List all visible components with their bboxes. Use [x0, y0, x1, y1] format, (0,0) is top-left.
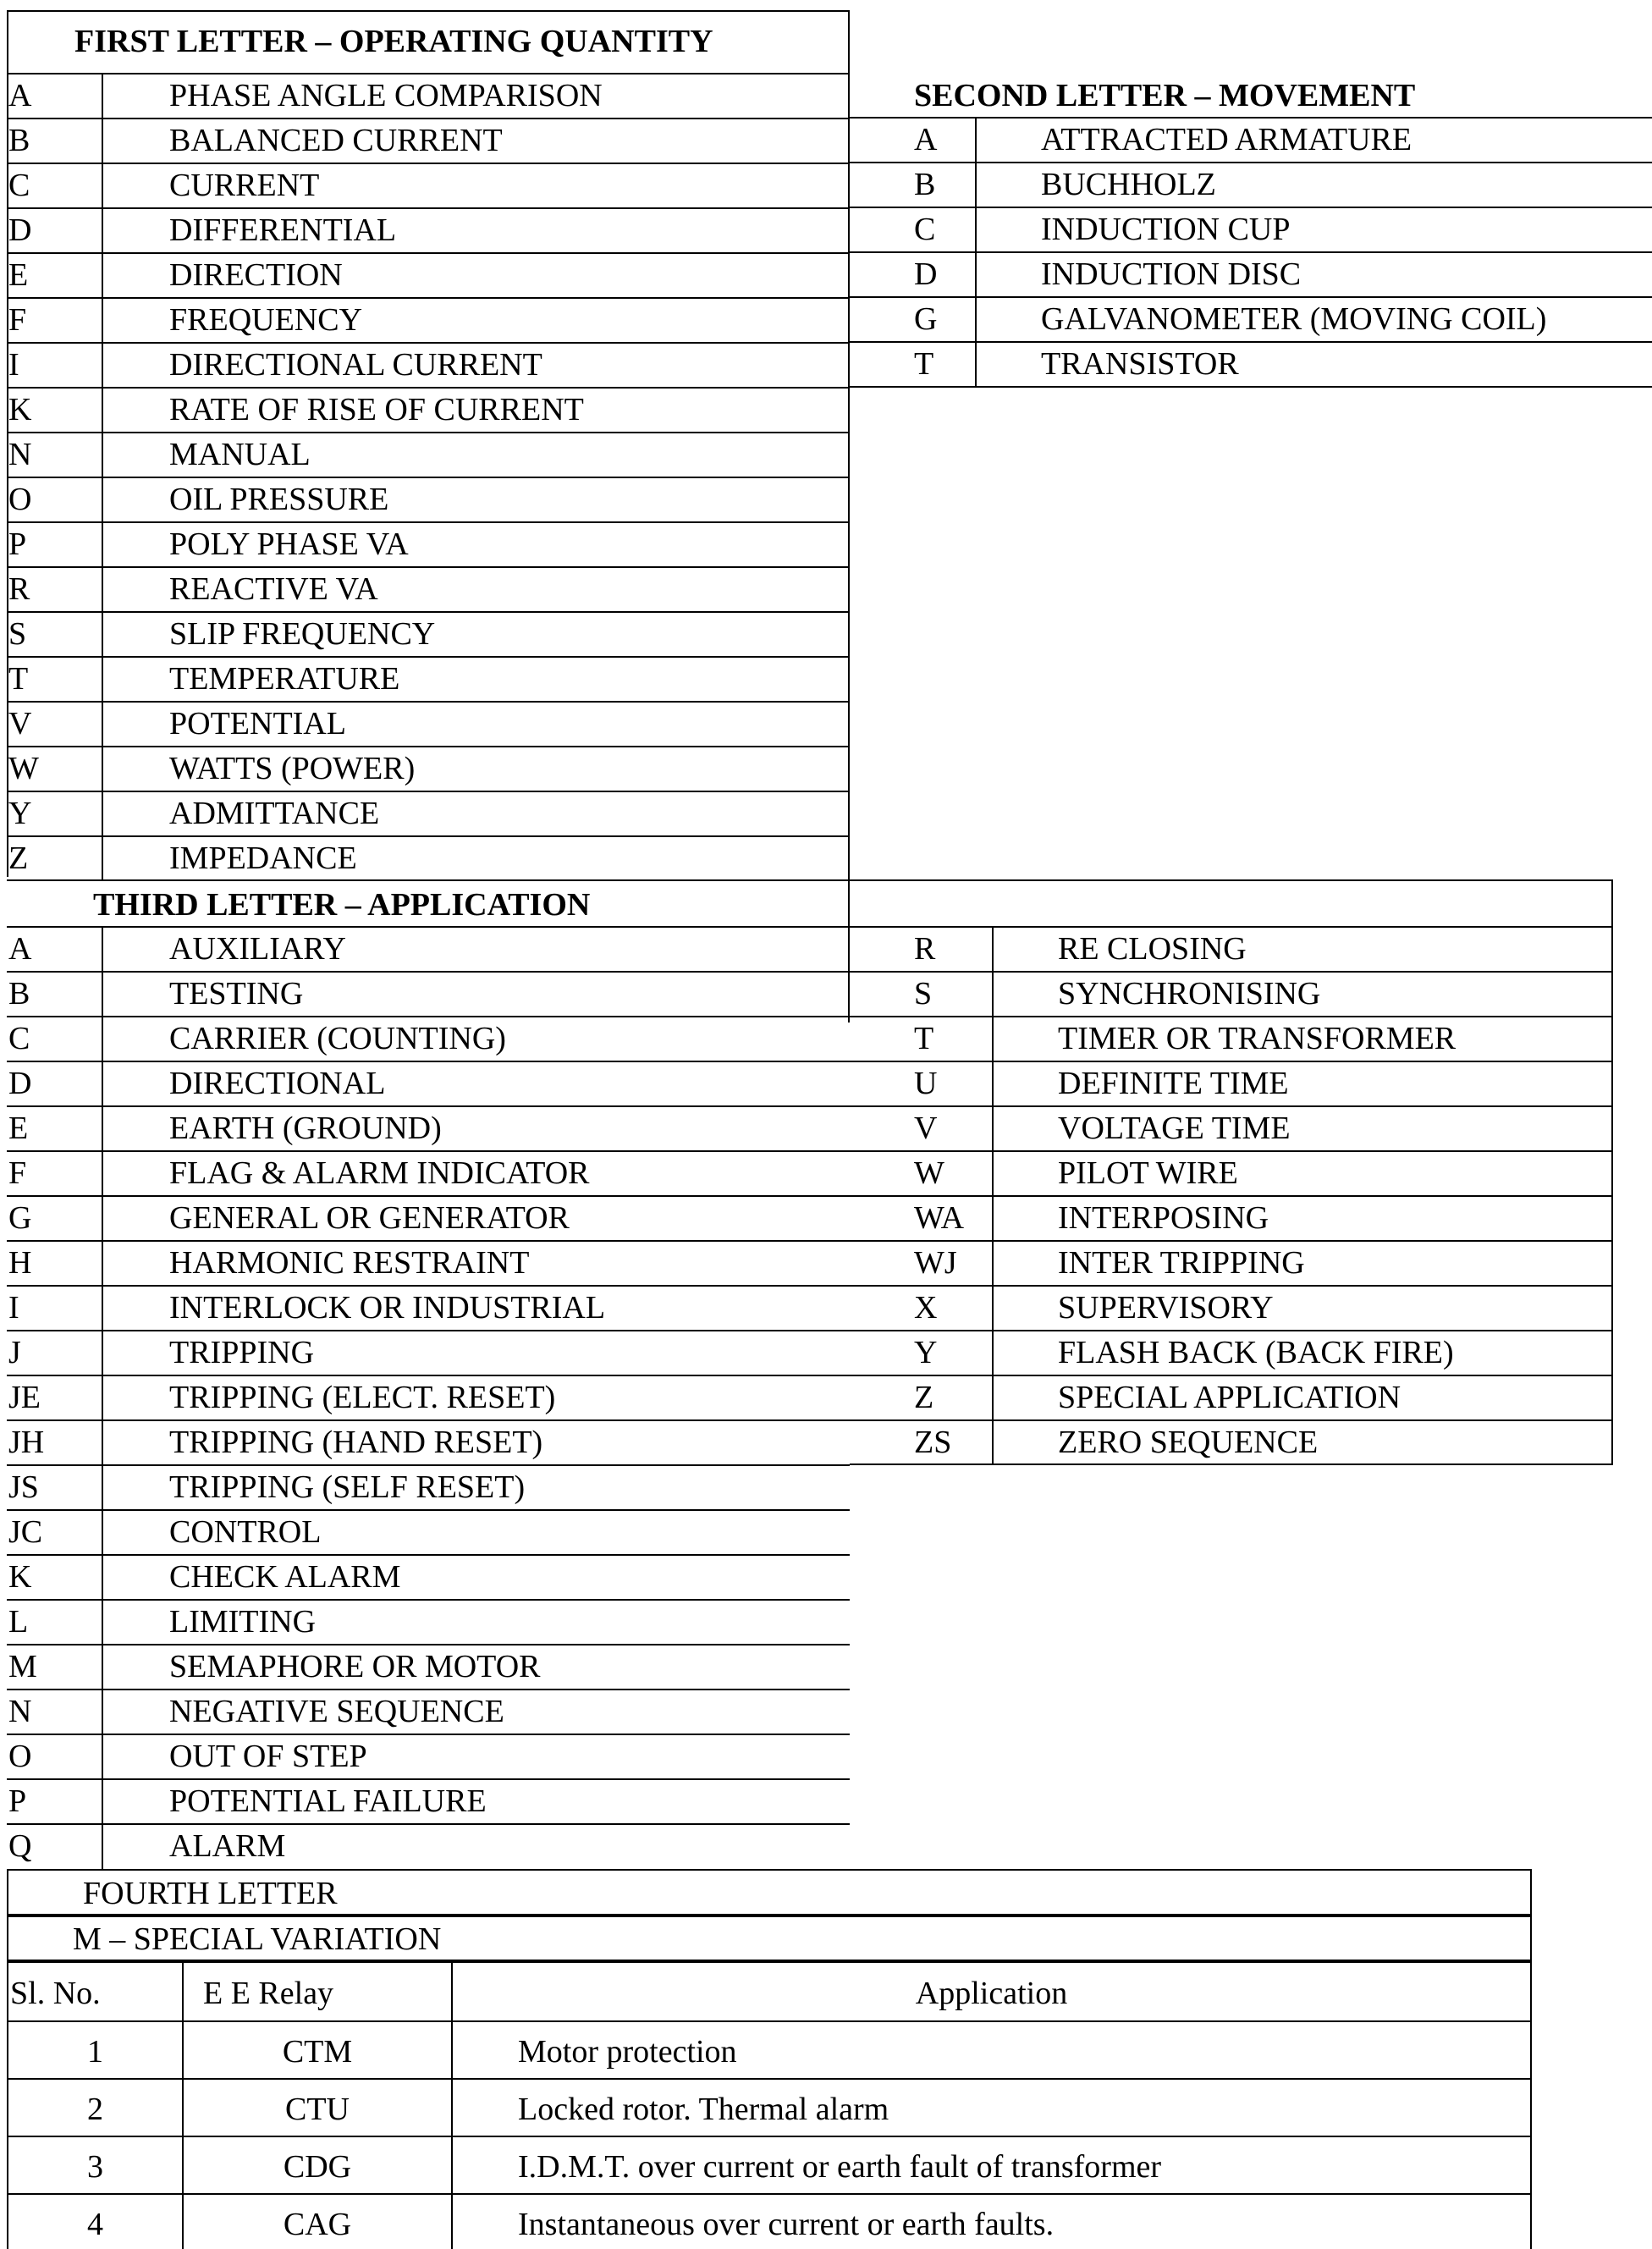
- third-left-label-cell: NEGATIVE SEQUENCE: [169, 1694, 504, 1729]
- third-right-code-cell: U: [914, 1066, 938, 1101]
- third-left-label-cell: TRIPPING (SELF RESET): [169, 1469, 526, 1505]
- fourth-row-line: [7, 2078, 1532, 2080]
- first-label-cell: PHASE ANGLE COMPARISON: [169, 78, 603, 113]
- first-label-cell: DIRECTIONAL CURRENT: [169, 347, 542, 383]
- third-right-code-cell: Y: [914, 1335, 938, 1370]
- third-left-code-cell: L: [8, 1604, 29, 1640]
- third-left-label-cell: TRIPPING (ELECT. RESET): [169, 1380, 556, 1415]
- third-left-code-cell: JS: [8, 1469, 39, 1505]
- third-left-row-line: [7, 1419, 850, 1421]
- first-row-line: [7, 701, 850, 703]
- first-code-cell: V: [8, 706, 32, 741]
- third-right-row-line: [850, 1375, 1611, 1376]
- third-left-label-cell: EARTH (GROUND): [169, 1111, 442, 1146]
- third-right-row-line: [850, 1150, 1611, 1152]
- third-left-code-cell: D: [8, 1066, 32, 1101]
- third-left-row-line: [7, 1464, 850, 1466]
- third-left-label-cell: ALARM: [169, 1828, 286, 1864]
- first-title-bottom: [7, 73, 850, 74]
- first-code-cell: O: [8, 482, 32, 517]
- first-row-line: [7, 521, 850, 523]
- first-code-cell: S: [8, 616, 27, 652]
- fourth-title-bottom: [7, 1914, 1532, 1917]
- first-code-cell: I: [8, 347, 19, 383]
- third-left-label-cell: AUXILIARY: [169, 931, 346, 967]
- third-right-label-cell: ZERO SEQUENCE: [1058, 1425, 1319, 1460]
- first-code-cell: E: [8, 257, 29, 293]
- first-label-cell: DIFFERENTIAL: [169, 212, 397, 248]
- third-right-row-line: [850, 1061, 1611, 1062]
- third-top-border: [7, 879, 1613, 881]
- sl-no-cell: 4: [87, 2207, 103, 2242]
- first-row-line: [7, 252, 850, 254]
- first-code-cell: A: [8, 78, 32, 113]
- first-code-cell: D: [8, 212, 32, 248]
- first-label-cell: OIL PRESSURE: [169, 482, 389, 517]
- second-label-cell: TRANSISTOR: [1041, 346, 1239, 382]
- third-right-label-cell: VOLTAGE TIME: [1058, 1111, 1291, 1146]
- third-left-code-cell: E: [8, 1111, 29, 1146]
- third-left-row-line: [7, 1285, 850, 1287]
- second-row-line: [850, 207, 1652, 208]
- application-header: Application: [915, 1976, 1068, 2011]
- third-right-row-line: [850, 971, 1611, 973]
- third-left-label-cell: CHECK ALARM: [169, 1559, 401, 1595]
- first-label-cell: CURRENT: [169, 168, 320, 203]
- second-title: SECOND LETTER – MOVEMENT: [914, 78, 1416, 113]
- third-right-label-cell: DEFINITE TIME: [1058, 1066, 1289, 1101]
- third-right-label-cell: SYNCHRONISING: [1058, 976, 1321, 1011]
- third-right-code-cell: WA: [914, 1200, 965, 1236]
- first-label-cell: REACTIVE VA: [169, 571, 378, 607]
- third-right-code-cell: W: [914, 1155, 944, 1191]
- third-right-code-cell: V: [914, 1111, 938, 1146]
- second-code-cell: T: [914, 346, 934, 382]
- third-right-bottom: [850, 1464, 1611, 1465]
- third-left-row-line: [7, 1240, 850, 1242]
- second-code-cell: G: [914, 301, 938, 337]
- third-left-row-line: [7, 1734, 850, 1735]
- third-right-border: [1611, 879, 1613, 1465]
- third-left-code-cell: O: [8, 1739, 32, 1774]
- relay-cell: CDG: [283, 2149, 352, 2185]
- second-code-cell: B: [914, 167, 936, 202]
- first-label-cell: RATE OF RISE OF CURRENT: [169, 392, 584, 427]
- third-left-code-cell: N: [8, 1694, 32, 1729]
- third-left-label-cell: CARRIER (COUNTING): [169, 1021, 506, 1056]
- second-code-cell: D: [914, 256, 938, 292]
- third-right-label-cell: PILOT WIRE: [1058, 1155, 1238, 1191]
- second-code-cell: C: [914, 212, 936, 247]
- third-right-code-cell: Z: [914, 1380, 934, 1415]
- first-code-cell: C: [8, 168, 30, 203]
- first-code-cell: Y: [8, 796, 32, 831]
- third-left-code-cell: I: [8, 1290, 19, 1326]
- third-left-code-cell: F: [8, 1155, 27, 1191]
- second-bottom-border: [850, 386, 1652, 388]
- first-label-cell: BALANCED CURRENT: [169, 123, 503, 158]
- first-row-line: [7, 656, 850, 658]
- fourth-header-bottom: [7, 2020, 1532, 2022]
- second-label-cell: INDUCTION DISC: [1041, 256, 1302, 292]
- third-left-row-line: [7, 1778, 850, 1780]
- first-label-cell: FREQUENCY: [169, 302, 363, 338]
- third-right-label-cell: SPECIAL APPLICATION: [1058, 1380, 1401, 1415]
- relay-cell: CTU: [285, 2092, 350, 2127]
- third-left-label-cell: TRIPPING (HAND RESET): [169, 1425, 543, 1460]
- first-label-cell: SLIP FREQUENCY: [169, 616, 436, 652]
- fourth-subtitle: M – SPECIAL VARIATION: [73, 1921, 442, 1957]
- first-row-line: [7, 835, 850, 837]
- first-code-cell: W: [8, 751, 39, 786]
- third-left-row-line: [7, 1195, 850, 1197]
- third-right-code-cell: S: [914, 976, 933, 1011]
- application-cell: Motor protection: [518, 2034, 737, 2070]
- third-left-code-cell: JE: [8, 1380, 41, 1415]
- first-row-line: [7, 118, 850, 119]
- application-cell: I.D.M.T. over current or earth fault of transformer: [518, 2149, 1162, 2185]
- fourth-title: FOURTH LETTER: [83, 1876, 338, 1911]
- first-code-cell: Z: [8, 841, 29, 876]
- third-left-label-cell: DIRECTIONAL: [169, 1066, 386, 1101]
- fourth-subtitle-bottom: [7, 1960, 1532, 1963]
- third-right-code-cell: ZS: [914, 1425, 952, 1460]
- third-left-row-line: [7, 1554, 850, 1556]
- third-code-divider: [102, 926, 103, 1871]
- second-label-cell: BUCHHOLZ: [1041, 167, 1216, 202]
- second-row-line: [850, 251, 1652, 253]
- first-row-line: [7, 746, 850, 747]
- third-left-row-line: [7, 1105, 850, 1107]
- third-left-label-cell: TRIPPING: [169, 1335, 315, 1370]
- fourth-right-border: [1530, 1869, 1532, 2249]
- third-right-label-cell: SUPERVISORY: [1058, 1290, 1274, 1326]
- first-code-cell: N: [8, 437, 32, 472]
- third-left-row-line: [7, 1061, 850, 1062]
- third-right-code-cell: WJ: [914, 1245, 957, 1281]
- third-right-label-cell: TIMER OR TRANSFORMER: [1058, 1021, 1457, 1056]
- application-cell: Locked rotor. Thermal alarm: [518, 2092, 889, 2127]
- third-right-label-cell: RE CLOSING: [1058, 931, 1247, 967]
- first-row-line: [7, 791, 850, 792]
- third-left-row-line: [7, 1689, 850, 1690]
- second-label-cell: GALVANOMETER (MOVING COIL): [1041, 301, 1547, 337]
- sl-no-cell: 2: [87, 2092, 103, 2127]
- second-label-cell: INDUCTION CUP: [1041, 212, 1291, 247]
- third-left-row-line: [7, 1823, 850, 1825]
- fourth-row-line: [7, 2193, 1532, 2195]
- first-label-cell: WATTS (POWER): [169, 751, 416, 786]
- third-left-code-cell: M: [8, 1649, 37, 1684]
- fourth-top-border: [7, 1869, 1532, 1871]
- third-left-row-line: [7, 1644, 850, 1645]
- third-left-label-cell: LIMITING: [169, 1604, 317, 1640]
- first-label-cell: MANUAL: [169, 437, 311, 472]
- first-label-cell: POLY PHASE VA: [169, 526, 409, 562]
- first-row-line: [7, 432, 850, 433]
- first-code-cell: B: [8, 123, 30, 158]
- first-code-cell: K: [8, 392, 32, 427]
- third-left-code-cell: B: [8, 976, 30, 1011]
- second-label-cell: ATTRACTED ARMATURE: [1041, 122, 1412, 157]
- third-left-label-cell: CONTROL: [169, 1514, 322, 1550]
- second-code-cell: A: [914, 122, 938, 157]
- third-right-code-cell: X: [914, 1290, 938, 1326]
- third-right-code-cell: T: [914, 1021, 934, 1056]
- first-row-line: [7, 207, 850, 209]
- application-cell: Instantaneous over current or earth faults.: [518, 2207, 1055, 2242]
- third-right-row-line: [850, 1285, 1611, 1287]
- third-left-label-cell: OUT OF STEP: [169, 1739, 367, 1774]
- third-left-row-line: [7, 1599, 850, 1601]
- first-row-line: [7, 387, 850, 389]
- third-right-row-line: [850, 1105, 1611, 1107]
- second-row-line: [850, 296, 1652, 298]
- third-title: THIRD LETTER – APPLICATION: [93, 887, 591, 923]
- third-right-row-line: [850, 1195, 1611, 1197]
- third-left-label-cell: TESTING: [169, 976, 304, 1011]
- first-label-cell: DIRECTION: [169, 257, 343, 293]
- third-right-row-line: [850, 1016, 1611, 1017]
- third-left-code-cell: P: [8, 1783, 27, 1819]
- third-left-label-cell: POTENTIAL FAILURE: [169, 1783, 487, 1819]
- third-left-row-line: [7, 971, 850, 973]
- third-left-label-cell: SEMAPHORE OR MOTOR: [169, 1649, 541, 1684]
- first-row-line: [7, 163, 850, 164]
- third-left-code-cell: H: [8, 1245, 32, 1281]
- first-row-line: [7, 611, 850, 613]
- third-left-code-cell: K: [8, 1559, 32, 1595]
- third-right-row-line: [850, 1240, 1611, 1242]
- first-row-line: [7, 477, 850, 478]
- third-left-label-cell: INTERLOCK OR INDUSTRIAL: [169, 1290, 606, 1326]
- third-left-code-cell: JC: [8, 1514, 43, 1550]
- second-row-line: [850, 162, 1652, 163]
- first-label-cell: IMPEDANCE: [169, 841, 357, 876]
- third-right-row-line: [850, 1419, 1611, 1421]
- third-left-row-line: [7, 1150, 850, 1152]
- third-right-label-cell: INTER TRIPPING: [1058, 1245, 1305, 1281]
- fourth-row-line: [7, 2136, 1532, 2137]
- relay-header: E E Relay: [203, 1976, 334, 2011]
- third-left-code-cell: JH: [8, 1425, 45, 1460]
- first-code-cell: T: [8, 661, 29, 697]
- third-left-row-line: [7, 1330, 850, 1331]
- third-left-code-cell: A: [8, 931, 32, 967]
- sl-no-cell: 3: [87, 2149, 103, 2185]
- relay-cell: CAG: [283, 2207, 352, 2242]
- relay-cell: CTM: [282, 2034, 353, 2070]
- sl-no-cell: 1: [87, 2034, 103, 2070]
- first-row-line: [7, 342, 850, 344]
- third-right-row-line: [850, 1330, 1611, 1331]
- third-left-label-cell: HARMONIC RESTRAINT: [169, 1245, 530, 1281]
- third-title-bottom: [7, 926, 1613, 928]
- third-left-code-cell: G: [8, 1200, 32, 1236]
- third-left-code-cell: C: [8, 1021, 30, 1056]
- third-left-row-line: [7, 1016, 850, 1017]
- third-right-label-cell: FLASH BACK (BACK FIRE): [1058, 1335, 1454, 1370]
- third-left-row-line: [7, 1509, 850, 1511]
- first-label-cell: TEMPERATURE: [169, 661, 400, 697]
- first-top-border: [7, 10, 850, 12]
- third-left-code-cell: Q: [8, 1828, 32, 1864]
- sl-no-header: Sl. No.: [10, 1976, 101, 2011]
- third-left-row-line: [7, 1375, 850, 1376]
- first-code-cell: F: [8, 302, 27, 338]
- first-label-cell: POTENTIAL: [169, 706, 346, 741]
- first-row-line: [7, 297, 850, 299]
- second-row-line: [850, 341, 1652, 343]
- first-title: FIRST LETTER – OPERATING QUANTITY: [74, 24, 713, 59]
- first-row-line: [7, 566, 850, 568]
- first-code-cell: R: [8, 571, 30, 607]
- third-left-code-cell: J: [8, 1335, 21, 1370]
- third-left-label-cell: GENERAL OR GENERATOR: [169, 1200, 570, 1236]
- third-right-code-cell: R: [914, 931, 936, 967]
- first-label-cell: ADMITTANCE: [169, 796, 380, 831]
- third-left-label-cell: FLAG & ALARM INDICATOR: [169, 1155, 590, 1191]
- first-code-cell: P: [8, 526, 27, 562]
- second-title-bottom: [850, 117, 1652, 119]
- third-right-label-cell: INTERPOSING: [1058, 1200, 1269, 1236]
